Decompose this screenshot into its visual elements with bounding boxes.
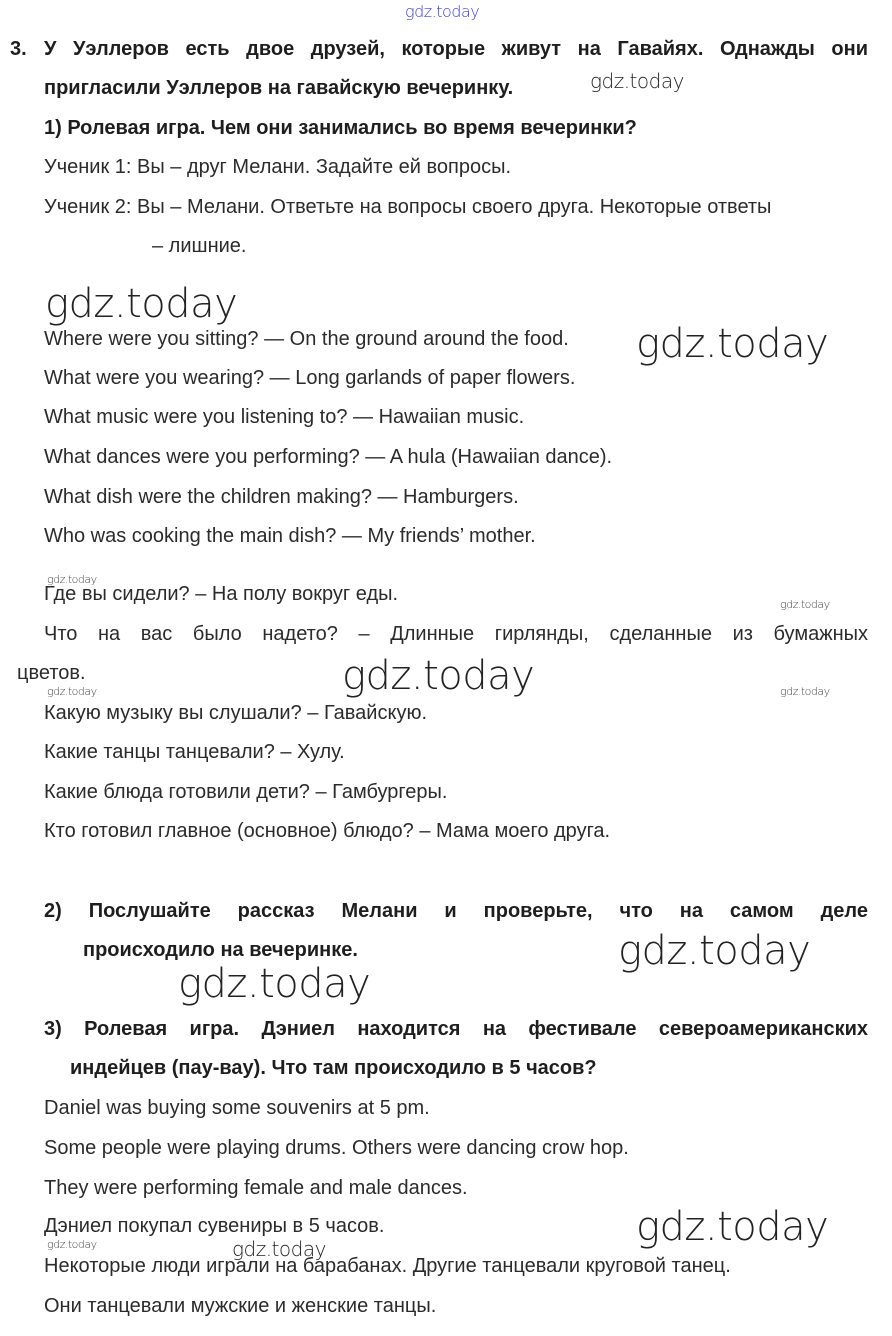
english-answer: Where were you sitting? — On the ground around the food. — [44, 328, 569, 350]
part2-title: происходило на вечеринке. — [83, 939, 358, 961]
russian-answer: Кто готовил главное (основное) блюдо? – Мама моего друга. — [44, 820, 611, 842]
part1-title: 1) Ролевая игра. Чем они занимались во время вечеринки? — [44, 117, 637, 139]
watermark: gdz.today — [232, 1237, 326, 1261]
watermark: gdz.today — [178, 961, 371, 1007]
russian-answer: Какие блюда готовили дети? – Гамбургеры. — [44, 781, 448, 803]
english-answer: Daniel was buying some souvenirs at 5 pm. — [44, 1097, 430, 1119]
student1-instruction: Ученик 1: Вы – друг Мелани. Задайте ей вопросы. — [44, 156, 512, 178]
english-answer: What music were you listening to? — Hawaiian music. — [44, 406, 525, 428]
english-answer: Some people were playing drums. Others were dancing crow hop. — [44, 1137, 629, 1159]
task-intro-line: У Уэллеров есть двое друзей, которые живут на Гавайях. Однажды они — [44, 38, 868, 60]
russian-answer: Дэниел покупал сувениры в 5 часов. — [44, 1215, 385, 1237]
part3-title: 3) Ролевая игра. Дэниел находится на фестивале североамериканских — [44, 1018, 868, 1040]
english-answer: What were you wearing? — Long garlands of paper flowers. — [44, 367, 576, 389]
russian-answer: Где вы сидели? – На полу вокруг еды. — [44, 583, 399, 605]
watermark: gdz.today — [636, 321, 829, 367]
watermark: gdz.today — [47, 685, 97, 698]
student2-instruction: Ученик 2: Вы – Мелани. Ответьте на вопросы своего друга. Некоторые ответы — [44, 196, 772, 218]
student2-instruction: – лишние. — [152, 235, 247, 257]
watermark: gdz.today — [45, 281, 238, 327]
watermark: gdz.today — [47, 573, 97, 586]
watermark: gdz.today — [780, 685, 830, 698]
russian-answer: Какую музыку вы слушали? – Гавайскую. — [44, 702, 428, 724]
part3-title: индейцев (пау-вау). Что там происходило в 5 часов? — [70, 1057, 597, 1079]
task-number: 3. — [10, 38, 27, 60]
task-intro-line: пригласили Уэллеров на гавайскую вечеринку. — [44, 77, 514, 99]
watermark: gdz.today — [47, 1238, 97, 1251]
russian-answer: Некоторые люди играли на барабанах. Другие танцевали круговой танец. — [44, 1255, 731, 1277]
watermark: gdz.today — [780, 598, 830, 611]
part2-title: 2) Послушайте рассказ Мелани и проверьте, что на самом деле — [44, 900, 868, 922]
english-answer: What dish were the children making? — Hamburgers. — [44, 486, 519, 508]
watermark: gdz.today — [618, 928, 811, 974]
russian-answer: Они танцевали мужские и женские танцы. — [44, 1295, 437, 1317]
russian-answer: Какие танцы танцевали? – Хулу. — [44, 741, 345, 763]
watermark: gdz.today — [636, 1204, 829, 1250]
russian-answer: цветов. — [17, 662, 86, 684]
english-answer: They were performing female and male dances. — [44, 1177, 468, 1199]
russian-answer: Что на вас было надето? – Длинные гирлянды, сделанные из бумажных — [44, 623, 868, 645]
watermark: gdz.today — [342, 653, 535, 699]
watermark: gdz.today — [405, 2, 480, 21]
english-answer: What dances were you performing? — A hula (Hawaiian dance). — [44, 446, 613, 468]
english-answer: Who was cooking the main dish? — My friends’ mother. — [44, 525, 536, 547]
watermark: gdz.today — [590, 69, 684, 93]
